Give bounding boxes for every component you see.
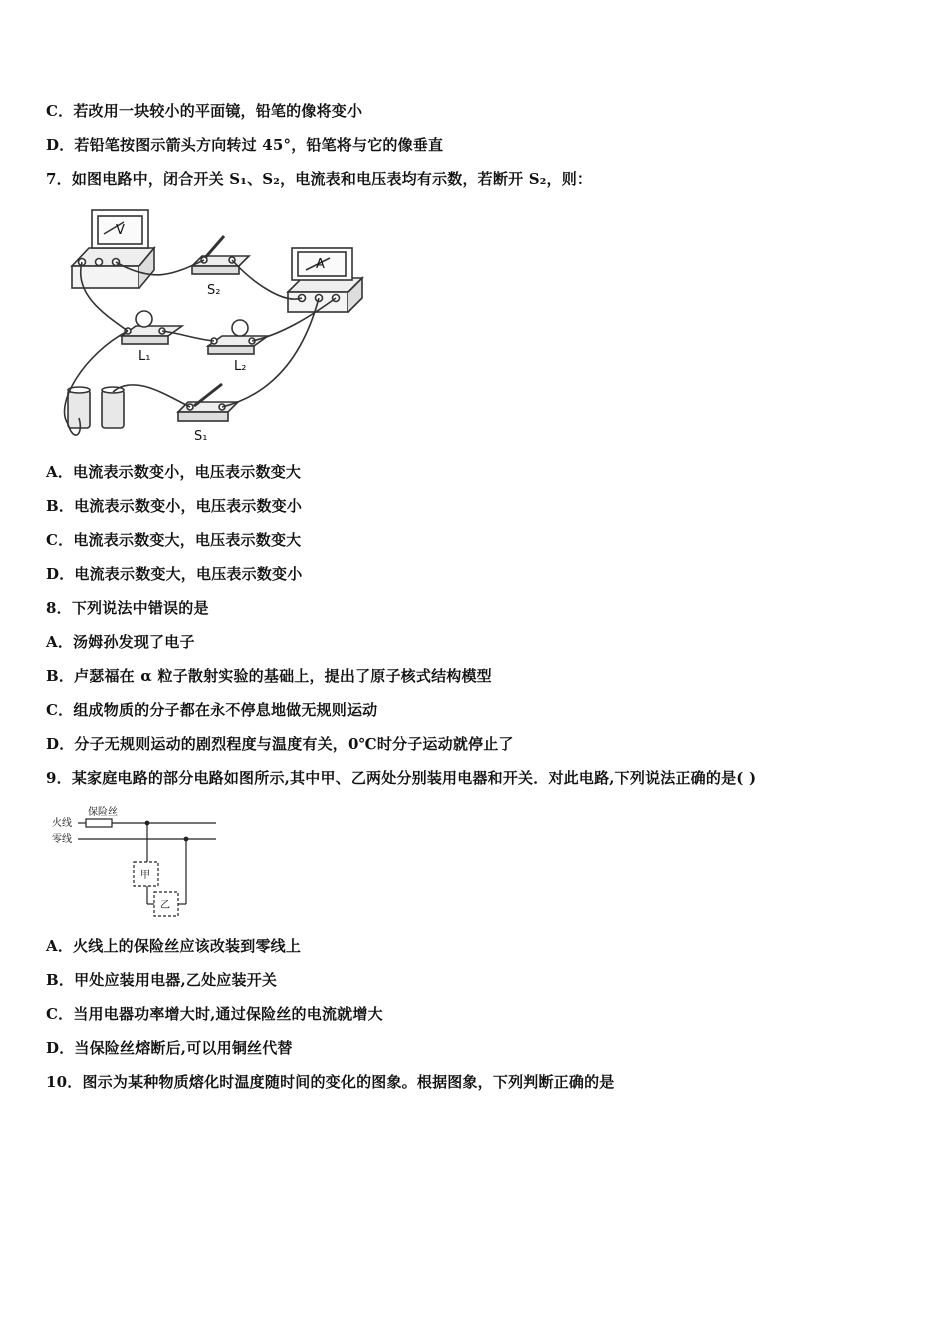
q10-stem: 10．图示为某种物质熔化时温度随时间的变化的图象。根据图象，下列判断正确的是 xyxy=(46,1073,615,1091)
battery-pair xyxy=(68,387,124,428)
q7-option-b: B．电流表示数变小，电压表示数变小 xyxy=(46,497,303,515)
voltmeter xyxy=(72,210,154,288)
q7-stem: 7．如图电路中，闭合开关 S₁、S₂，电流表和电压表均有示数，若断开 S₂，则： xyxy=(46,170,593,188)
q9-option-b: B．甲处应装用电器,乙处应装开关 xyxy=(46,971,278,989)
q6-option-c: C．若改用一块较小的平面镜，铅笔的像将变小 xyxy=(46,102,363,120)
q8-option-c: C．组成物质的分子都在永不停息地做无规则运动 xyxy=(46,701,378,719)
q6-option-d: D．若铅笔按图示箭头方向转过 45°，铅笔将与它的像垂直 xyxy=(46,136,444,154)
lamp-l1-label: L₁ xyxy=(138,349,151,364)
q8-stem: 8．下列说法中错误的是 xyxy=(46,599,209,617)
neutral-wire-label: 零线 xyxy=(52,834,72,845)
q7-option-d: D．电流表示数变大，电压表示数变小 xyxy=(46,565,303,583)
q9-circuit-figure xyxy=(50,804,230,920)
q9-option-d: D．当保险丝熔断后,可以用铜丝代替 xyxy=(46,1039,293,1057)
switch-s1 xyxy=(178,384,238,421)
fuse-label: 保险丝 xyxy=(88,807,118,818)
live-wire-label: 火线 xyxy=(52,818,72,829)
lamp-l2 xyxy=(208,320,268,354)
q7-option-a: A．电流表示数变小，电压表示数变大 xyxy=(46,463,302,481)
voltmeter-label: V xyxy=(116,223,125,238)
q9-stem: 9．某家庭电路的部分电路如图所示,其中甲、乙两处分别装用电器和开关．对此电路,下列说法正确的是( ) xyxy=(46,769,757,787)
q9-option-a: A．火线上的保险丝应该改装到零线上 xyxy=(46,937,302,955)
q7-option-c: C．电流表示数变大，电压表示数变大 xyxy=(46,531,302,549)
q8-option-b: B．卢瑟福在 α 粒子散射实验的基础上，提出了原子核式结构模型 xyxy=(46,667,492,685)
lamp-l2-label: L₂ xyxy=(234,359,247,374)
box-jia-label: 甲 xyxy=(140,870,150,881)
q8-option-a: A．汤姆孙发现了电子 xyxy=(46,633,195,651)
switch-s1-label: S₁ xyxy=(194,429,208,444)
lamp-l1 xyxy=(122,311,182,344)
box-yi-label: 乙 xyxy=(160,900,170,911)
q8-option-d: D．分子无规则运动的剧烈程度与温度有关，0℃时分子运动就停止了 xyxy=(46,735,514,753)
ammeter xyxy=(288,248,362,312)
q9-option-c: C．当用电器功率增大时,通过保险丝的电流就增大 xyxy=(46,1005,383,1023)
ammeter-label: A xyxy=(316,257,325,272)
switch-s2-label: S₂ xyxy=(207,283,221,298)
q7-circuit-figure xyxy=(44,204,374,450)
